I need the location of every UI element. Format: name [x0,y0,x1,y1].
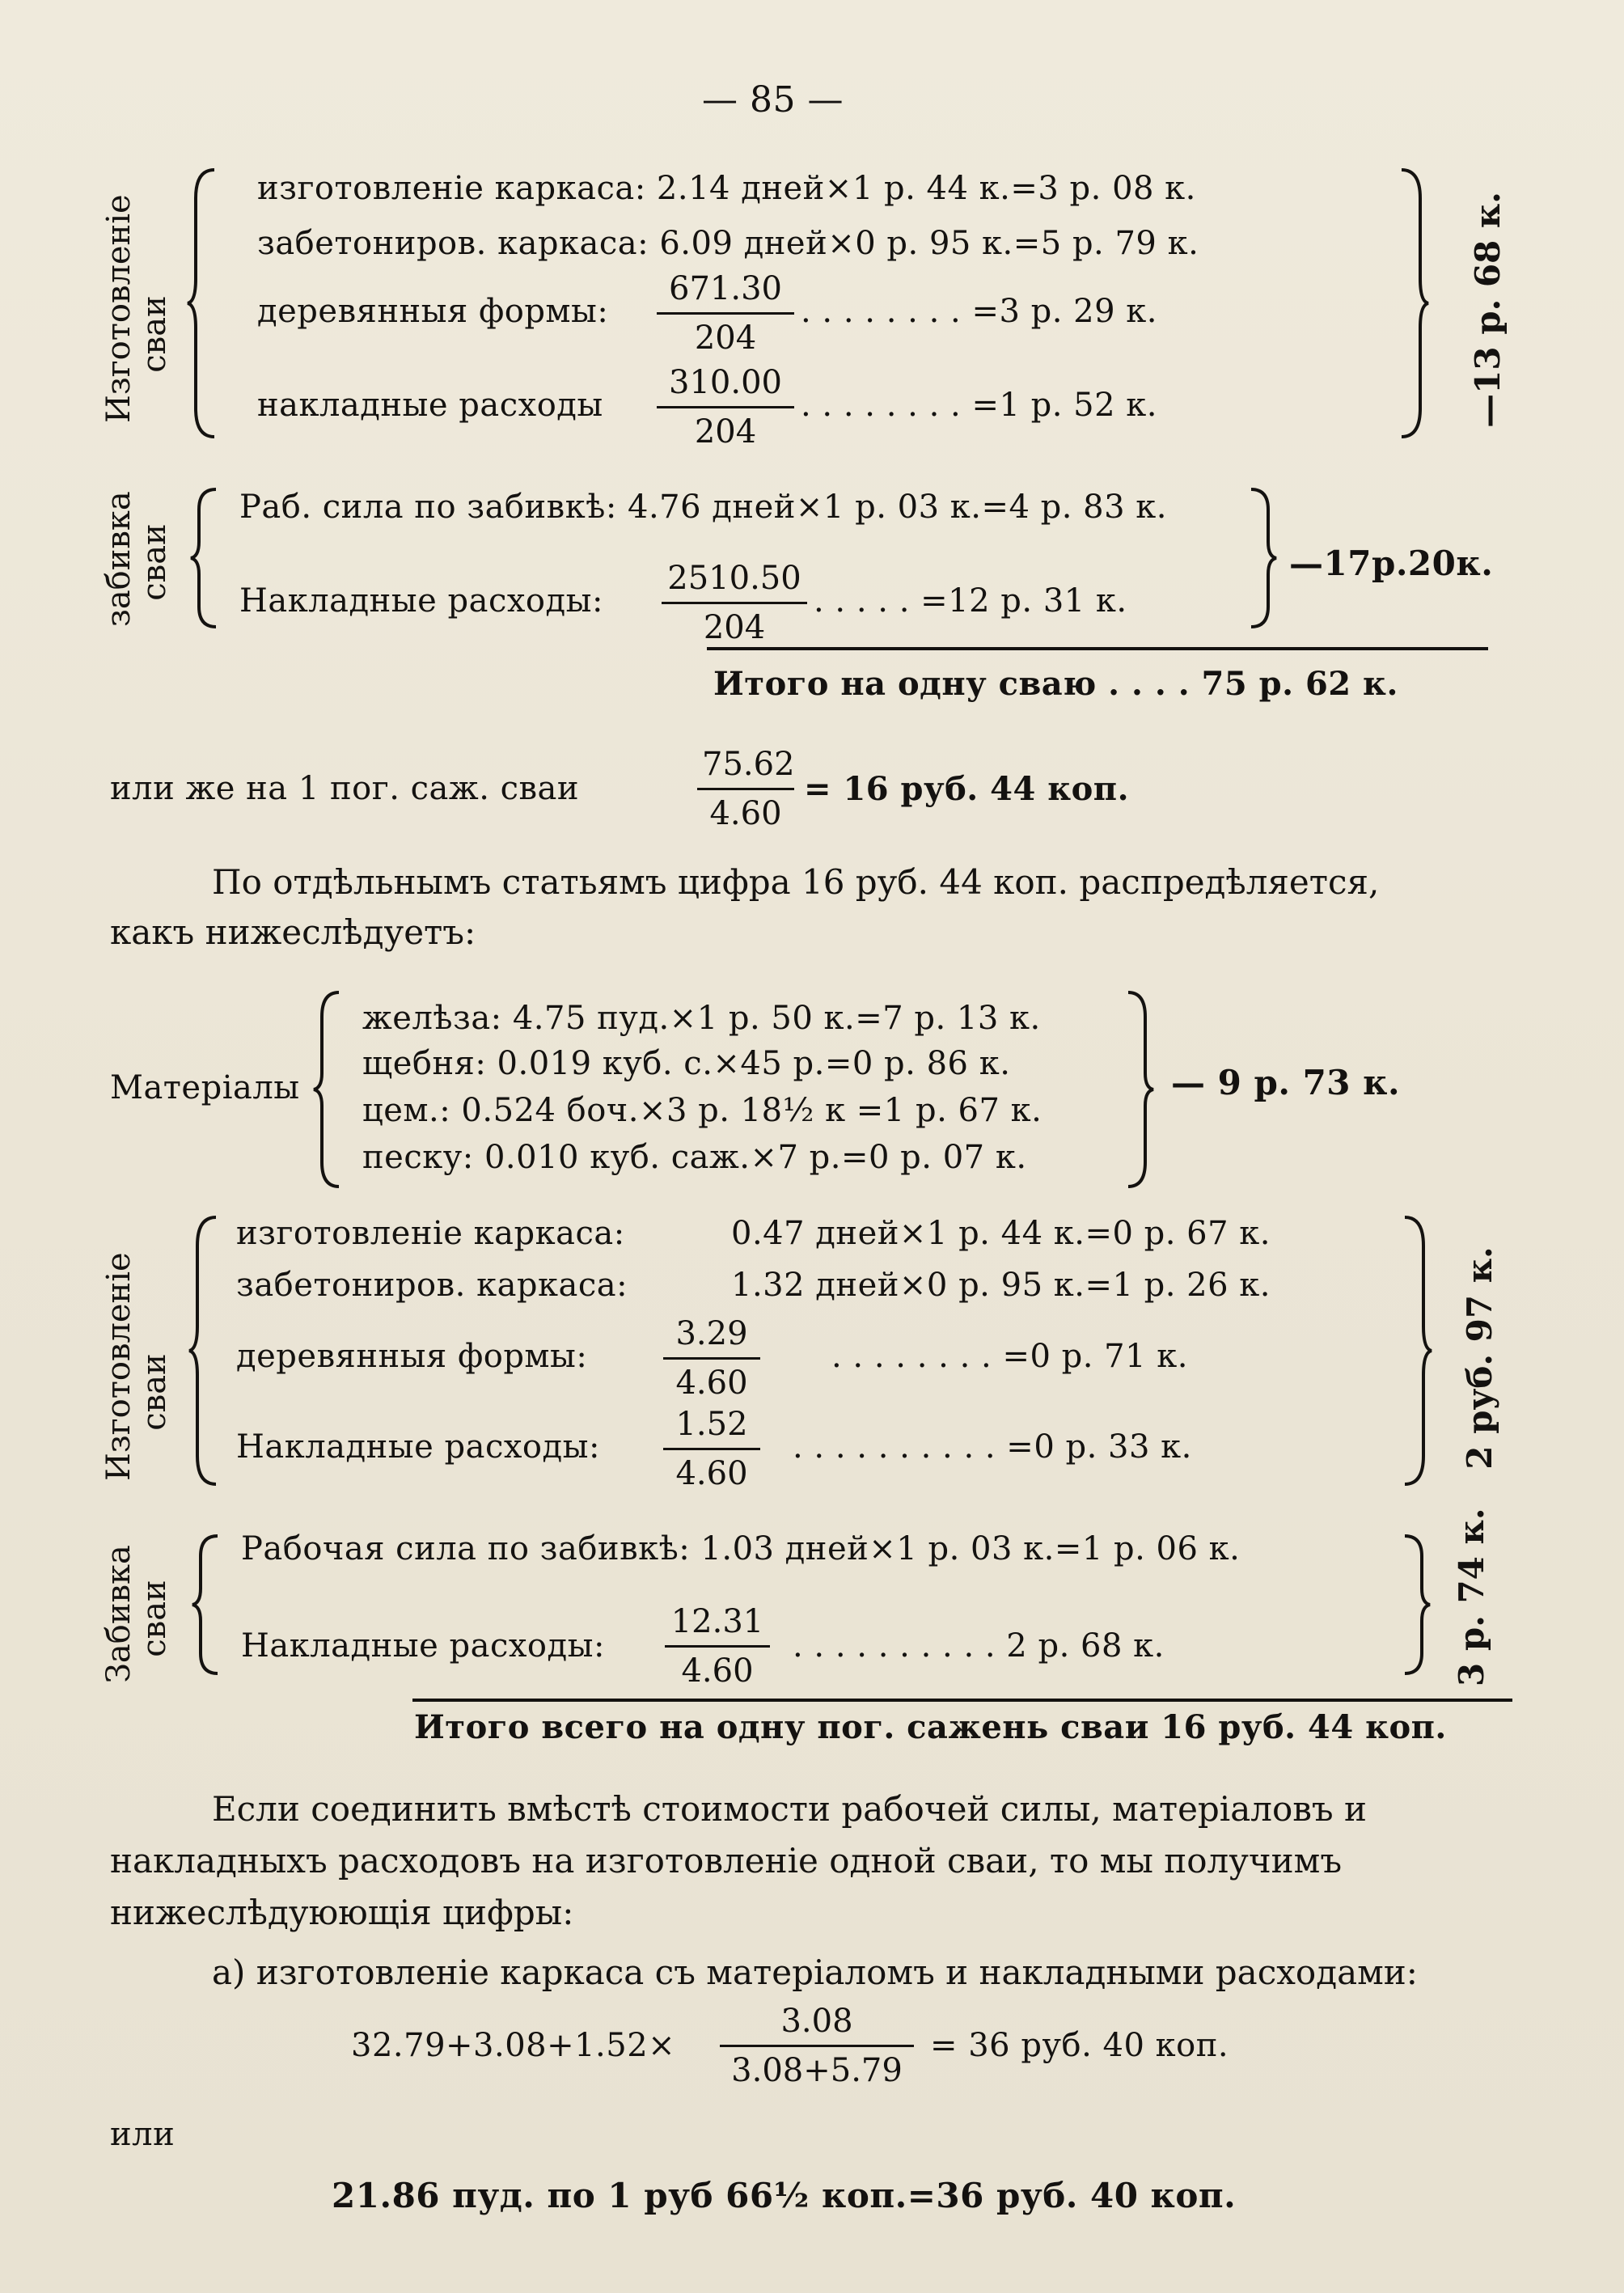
materials-row-2: щебня: 0.019 куб. с.×45 р.=0 р. 86 к. [362,1045,1011,1082]
block4-overhead-label: Накладные расходы: [241,1627,605,1665]
block3-left-brace [188,1213,220,1488]
block2-left-brace [188,485,220,631]
fraction-numerator: 3.08 [720,2003,914,2047]
block3-overhead-fraction [663,1406,760,1492]
block2-total: —17р.20к. [1289,544,1494,583]
block3-forms-fraction [663,1315,760,1402]
block3-row-2-label: забетониров. каркаса: [236,1267,628,1304]
block3-overhead-label: Накладные расходы: [236,1428,600,1466]
block1-row-2: забетониров. каркаса: 6.09 дней×0 р. 95 к.=5 р. 79 к. [257,225,1199,262]
paragraph-2-line-2: накладныхъ расходовъ на изготовленіе одной сваи, то мы получимъ [110,1841,1343,1881]
fraction-denominator: 4.60 [681,1652,754,1690]
block1-row-1: изготовленіе каркаса: 2.14 дней×1 р. 44 к.=3 р. 08 к. [257,170,1196,207]
block3-group-label-line1: Изготовленіе [100,1252,137,1481]
block1-forms-label: деревянныя формы: [257,293,609,330]
materials-row-3: цем.: 0.524 боч.×3 р. 18½ к =1 р. 67 к. [362,1092,1042,1129]
fraction-denominator: 4.60 [675,1455,748,1492]
block1-overhead-label: накладные расходы [257,387,603,424]
block4-right-brace [1401,1532,1433,1677]
block2-right-brace [1247,485,1279,631]
block3-row-2-value: 1.32 дней×0 р. 95 к.=1 р. 26 к. [731,1267,1271,1304]
paragraph-1-line-1: По отдѣльнымъ статьямъ цифра 16 руб. 44 коп. распредѣляется, [212,862,1380,902]
materials-total: — 9 р. 73 к. [1171,1063,1401,1102]
subtotal-rule [707,647,1488,650]
block1-group-label-line2: сваи [136,295,173,373]
itogo-one-pile: Итого на одну сваю . . . . 75 р. 62 к. [713,665,1398,703]
fraction-denominator: 204 [703,609,766,646]
materials-row-4: песку: 0.010 куб. саж.×7 р.=0 р. 07 к. [362,1139,1027,1176]
page-number: — 85 — [702,79,844,121]
block3-group-label-line2: сваи [136,1353,173,1431]
total-rule [412,1699,1512,1702]
block3-right-brace [1401,1213,1433,1488]
ili-text: или [110,2116,176,2153]
block4-row: Рабочая сила по забивкѣ: 1.03 дней×1 р. 03 к.=1 р. 06 к. [241,1530,1241,1567]
fraction-denominator: 4.60 [675,1364,748,1402]
block3-total: 2 руб. 97 к. [1460,1246,1499,1470]
fraction-numerator: 75.62 [697,746,794,790]
paragraph-1-line-2: какъ нижеслѣдуетъ: [110,912,476,952]
fraction-numerator: 12.31 [665,1603,770,1648]
block1-overhead-result: . . . . . . . . =1 р. 52 к. [801,387,1157,424]
block2-group-label-line2: сваи [136,523,173,601]
fraction-denominator: 204 [694,413,757,451]
fraction-numerator: 3.29 [663,1315,760,1360]
item-a: а) изготовленіе каркаса съ матеріаломъ и накладными расходами: [212,1952,1418,1992]
block3-forms-result: . . . . . . . . =0 р. 71 к. [831,1338,1188,1375]
block1-total: —13 р. 68 к. [1468,192,1508,428]
per-sazhen-prefix: или же на 1 пог. саж. сваи [110,770,580,807]
itogo-total-per-sazhen: Итого всего на одну пог. сажень сваи 16 руб. 44 коп. [414,1708,1447,1746]
fraction-numerator: 310.00 [657,364,794,408]
block4-overhead-fraction [665,1603,770,1690]
block3-overhead-result: . . . . . . . . . . =0 р. 33 к. [793,1428,1192,1466]
materials-right-brace [1124,988,1157,1191]
block3-group-label [100,1252,174,1481]
block1-group-label-line1: Изготовленіе [100,194,137,423]
block1-right-brace [1398,166,1430,441]
fraction-denominator: 204 [694,319,757,357]
block1-left-brace [186,166,218,441]
per-sazhen-fraction [697,746,794,832]
formula-fraction [720,2003,914,2089]
materials-left-brace [311,988,343,1191]
block2-row: Раб. сила по забивкѣ: 4.76 дней×1 р. 03 к.=4 р. 83 к. [239,489,1167,526]
block2-overhead-label: Накладные расходы: [239,582,603,620]
block3-row-1-label: изготовленіе каркаса: [236,1215,625,1252]
final-line: 21.86 пуд. по 1 руб 66½ коп.=36 руб. 40 коп. [332,2176,1237,2215]
block4-total: 3 р. 74 к. [1452,1508,1491,1686]
formula-result: = 36 руб. 40 коп. [930,2027,1229,2064]
block4-group-label-line1: Забивка [100,1545,137,1683]
fraction-denominator: 4.60 [709,795,782,832]
paragraph-2-line-1: Если соединить вмѣстѣ стоимости рабочей силы, матеріаловъ и [212,1789,1367,1829]
block2-overhead-fraction [662,560,807,646]
fraction-numerator: 1.52 [663,1406,760,1450]
block4-group-label [100,1545,174,1683]
per-sazhen-result: = 16 руб. 44 коп. [804,770,1129,808]
fraction-numerator: 2510.50 [662,560,807,604]
block4-group-label-line2: сваи [136,1580,173,1657]
fraction-denominator: 3.08+5.79 [731,2052,903,2089]
block2-group-label-line1: забивка [100,491,137,627]
block3-forms-label: деревянныя формы: [236,1338,588,1375]
block3-row-1-value: 0.47 дней×1 р. 44 к.=0 р. 67 к. [731,1215,1271,1252]
paragraph-2-line-3: нижеслѣдуюющія цифры: [110,1893,574,1932]
block4-overhead-result: . . . . . . . . . . 2 р. 68 к. [793,1627,1165,1665]
block1-overhead-fraction [657,364,794,451]
fraction-numerator: 671.30 [657,270,794,315]
materials-row-1: желѣза: 4.75 пуд.×1 р. 50 к.=7 р. 13 к. [362,1000,1041,1037]
block1-forms-result: . . . . . . . . =3 р. 29 к. [801,293,1157,330]
block4-left-brace [189,1532,222,1677]
formula-lhs: 32.79+3.08+1.52× [351,2027,676,2064]
block1-forms-fraction [657,270,794,357]
block2-overhead-result: . . . . . =12 р. 31 к. [814,582,1127,620]
block2-group-label [100,491,174,627]
block1-group-label [100,194,174,423]
materials-label: Матеріалы [110,1069,300,1106]
